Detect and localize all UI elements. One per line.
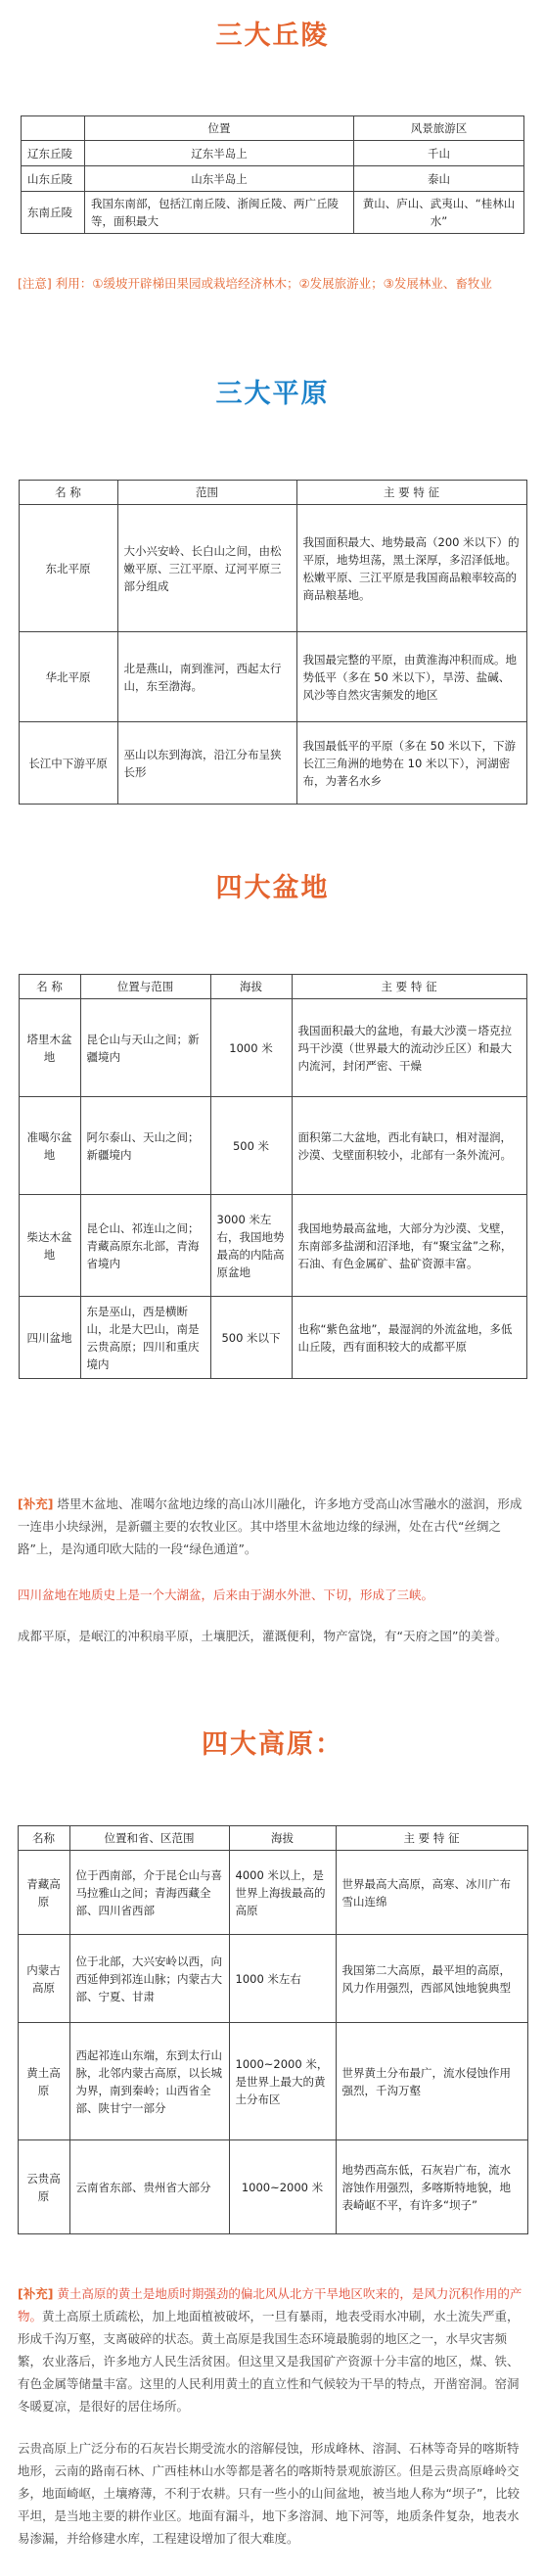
table-cell: 我国第二大高原，最平坦的高原，风力作用强烈，西部风蚀地貌典型	[336, 1935, 527, 2023]
table-header-cell: 主 要 特 征	[292, 975, 526, 999]
table-cell: 500 米	[210, 1097, 292, 1195]
table-cell: 昆仑山与天山之间；新疆境内	[80, 999, 210, 1097]
table-header-row	[18, 1826, 527, 1851]
plateaus-title: 四大高原：	[202, 1729, 343, 1760]
table-cell: 我国面积最大、地势最高（200 米以下）的平原，地势坦荡，黑土深厚，多沼泽低地。松嫩平原、三江平原是我国商品粮率较高的商品粮基地。	[296, 505, 526, 632]
table-header-cell: 风景旅游区	[354, 116, 524, 141]
table-cell: 面积第二大盆地，西北有缺口，相对湿润，沙漠、戈壁面积较小，北部有一条外流河。	[292, 1097, 526, 1195]
hills-note	[0, 272, 545, 295]
basins-note-3	[0, 1625, 545, 1647]
basins-table-wrap	[0, 974, 545, 1379]
table-header-cell: 主 要 特 征	[336, 1826, 527, 1851]
table-cell: 长江中下游平原	[19, 722, 117, 805]
table-header-cell	[22, 116, 85, 141]
plains-table	[19, 480, 527, 805]
table-cell: 柴达木盆地	[19, 1195, 80, 1297]
table-cell: 塔里木盆地	[19, 999, 80, 1097]
table-cell: 辽东丘陵	[22, 141, 85, 166]
note-text: 黄土高原土质疏松，加上地面植被破坏，一旦有暴雨，地表受雨水冲刷，水土流失严重，形成千沟万壑，支离破碎的状态。黄土高原是我国生态环境最脆弱的地区之一，水旱灾害频繁，农业落后，许多地方人民生活贫困。但这里又是我国矿产资源十分丰富的地区，煤、铁、有色金属等储量丰富。这里的人民利用黄土的直立性和气候较为干旱的特点，开凿窑洞。窑洞冬暖夏凉，是很好的居住场所。	[18, 2309, 520, 2414]
table-header-row	[19, 975, 526, 999]
table-row	[19, 1195, 526, 1297]
table-header-cell: 名称	[18, 1826, 69, 1851]
hills-title: 三大丘陵	[215, 21, 330, 51]
hills-table	[21, 115, 524, 234]
note-text: 云贵高原上广泛分布的石灰岩长期受流水的溶解侵蚀，形成峰林、溶洞、石林等奇异的喀斯特地形，云南的路南石林、广西桂林山水等都是著名的喀斯特景观旅游区。但是云贵高原峰岭交多，地面崎岖，土壤瘠薄，不利于农耕。只有一些小的山间盆地，被当地人称为“坝子”，比较平坦，是当地主要的耕作业区。地面有漏斗，地下多溶洞、地下河等，地质条件复杂，地表水易渗漏，并给修建水库，工程建设增加了很大难度。	[18, 2441, 520, 2546]
plains-table-wrap	[0, 480, 545, 805]
table-cell: 位于西南部，介于昆仑山与喜马拉雅山之间；青海西藏全部、四川省西部	[69, 1851, 229, 1935]
table-cell: 1000~2000 米	[229, 2140, 336, 2234]
table-row	[18, 1935, 527, 2023]
table-cell: 西起祁连山东端，东到太行山脉，北邻内蒙古高原，以长城为界，南到秦岭；山西省全部、陕甘宁一部分	[69, 2023, 229, 2140]
table-cell: 东是巫山，西是横断山，北是大巴山，南是云贵高原；四川和重庆境内	[80, 1297, 210, 1379]
table-header-cell: 位置	[85, 116, 354, 141]
table-header-cell: 名 称	[19, 975, 80, 999]
table-header-cell: 海拔	[210, 975, 292, 999]
table-cell: 1000 米左右	[229, 1935, 336, 2023]
note-highlight: 黄土高原的黄土是地质时期强劲的偏北风从北方干旱地区吹来的，是风力沉积作用的产物。	[18, 2286, 522, 2323]
table-cell: 大小兴安岭、长白山之间，由松嫩平原、三江平原、辽河平原三部分组成	[117, 505, 296, 632]
table-cell: 青藏高原	[18, 1851, 69, 1935]
table-header-row	[22, 116, 524, 141]
table-cell: 地势西高东低，石灰岩广布，流水溶蚀作用强烈，多喀斯特地貌，地表崎岖不平，有许多“坝子”	[336, 2140, 527, 2234]
table-cell: 500 米以下	[210, 1297, 292, 1379]
table-cell: 我国最完整的平原，由黄淮海冲积而成。地势低平（多在 50 米以下），旱涝、盐碱、风沙等自然灾害频发的地区	[296, 632, 526, 722]
table-cell: 东北平原	[19, 505, 117, 632]
plateaus-table	[18, 1825, 528, 2234]
table-cell: 黄土高原	[18, 2023, 69, 2140]
basins-title: 四大盆地	[215, 873, 330, 903]
table-cell: 千山	[354, 141, 524, 166]
table-cell: 山东半岛上	[85, 166, 354, 192]
table-row	[18, 2023, 527, 2140]
table-row	[19, 1097, 526, 1195]
table-cell: 我国东南部，包括江南丘陵、浙闽丘陵、两广丘陵等，面积最大	[85, 192, 354, 234]
table-cell: 云南省东部、贵州省大部分	[69, 2140, 229, 2234]
table-cell: 我国面积最大的盆地，有最大沙漠－塔克拉玛干沙漠（世界最大的流动沙丘区）和最大内流河，封闭严密、干燥	[292, 999, 526, 1097]
table-cell: 华北平原	[19, 632, 117, 722]
table-cell: 黄山、庐山、武夷山、“桂林山水”	[354, 192, 524, 234]
table-cell: 4000 米以上，是世界上海拔最高的高原	[229, 1851, 336, 1935]
table-cell: 东南丘陵	[22, 192, 85, 234]
table-cell: 泰山	[354, 166, 524, 192]
table-cell: 我国地势最高盆地，大部分为沙漠、戈壁，东南部多盐湖和沼泽地，有“聚宝盆”之称，石油、有色金属矿、盐矿资源丰富。	[292, 1195, 526, 1297]
basins-table	[19, 974, 527, 1379]
note-tag: [补充]	[18, 1496, 54, 1511]
plateaus-note-1	[0, 2282, 545, 2417]
note-text: 塔里木盆地、准噶尔盆地边缘的高山冰川融化，许多地方受高山冰雪融水的滋润，形成一连串小块绿洲，是新疆主要的农牧业区。其中塔里木盆地边缘的绿洲，处在古代“丝绸之路”上，是沟通印欧大陆的一段“绿色通道”。	[18, 1496, 522, 1556]
plateaus-table-wrap	[0, 1825, 545, 2234]
table-header-cell: 主 要 特 征	[296, 481, 526, 505]
table-cell: 云贵高原	[18, 2140, 69, 2234]
table-row	[22, 192, 524, 234]
table-row	[19, 632, 526, 722]
table-header-cell: 海拔	[229, 1826, 336, 1851]
table-cell: 位于北部，大兴安岭以西，向西延伸到祁连山脉；内蒙古大部、宁夏、甘肃	[69, 1935, 229, 2023]
table-cell: 世界最高大高原，高寒、冰川广布雪山连绵	[336, 1851, 527, 1935]
table-header-cell: 位置与范围	[80, 975, 210, 999]
table-cell: 山东丘陵	[22, 166, 85, 192]
table-header-row	[19, 481, 526, 505]
table-cell: 四川盆地	[19, 1297, 80, 1379]
plateaus-note-2	[0, 2437, 545, 2550]
table-header-cell: 位置和省、区范围	[69, 1826, 229, 1851]
table-cell: 我国最低平的平原（多在 50 米以下，下游长江三角洲的地势在 10 米以下），河湖密布，为著名水乡	[296, 722, 526, 805]
table-row	[18, 1851, 527, 1935]
table-cell: 准噶尔盆地	[19, 1097, 80, 1195]
table-cell: 也称“紫色盆地”，最湿润的外流盆地，多低山丘陵，西有面积较大的成都平原	[292, 1297, 526, 1379]
table-row	[19, 722, 526, 805]
note-text: ①缓坡开辟梯田果园或栽培经济林木；②发展旅游业；③发展林业、畜牧业	[92, 276, 492, 291]
basins-note-1	[0, 1493, 545, 1560]
table-cell: 3000 米左右，我国地势最高的内陆高原盆地	[210, 1195, 292, 1297]
table-cell: 昆仑山、祁连山之间；青藏高原东北部，青海省境内	[80, 1195, 210, 1297]
table-cell: 阿尔泰山、天山之间；新疆境内	[80, 1097, 210, 1195]
table-cell: 内蒙古高原	[18, 1935, 69, 2023]
table-row	[18, 2140, 527, 2234]
basins-note-2	[0, 1584, 545, 1606]
note-tag: [补充]	[18, 2286, 54, 2301]
table-row	[22, 141, 524, 166]
table-cell: 北是燕山，南到淮河，西起太行山，东至渤海。	[117, 632, 296, 722]
plains-title: 三大平原	[215, 379, 330, 409]
table-row	[22, 166, 524, 192]
note-text: 四川盆地在地质史上是一个大湖盆，后来由于湖水外泄、下切，形成了三峡。	[18, 1587, 434, 1602]
table-cell: 巫山以东到海滨，沿江分布呈狭长形	[117, 722, 296, 805]
hills-table-wrap	[0, 115, 545, 234]
table-row	[19, 999, 526, 1097]
table-header-cell: 范围	[117, 481, 296, 505]
table-cell: 1000 米	[210, 999, 292, 1097]
table-row	[19, 505, 526, 632]
note-text: 成都平原，是岷江的冲积扇平原，土壤肥沃，灌溉便利，物产富饶，有“天府之国”的美誉。	[18, 1629, 508, 1643]
table-cell: 1000~2000 米，是世界上最大的黄土分布区	[229, 2023, 336, 2140]
table-cell: 辽东半岛上	[85, 141, 354, 166]
note-tag: [注意] 利用：	[18, 276, 93, 291]
table-cell: 世界黄土分布最广，流水侵蚀作用强烈，千沟万壑	[336, 2023, 527, 2140]
table-row	[19, 1297, 526, 1379]
table-header-cell: 名 称	[19, 481, 117, 505]
